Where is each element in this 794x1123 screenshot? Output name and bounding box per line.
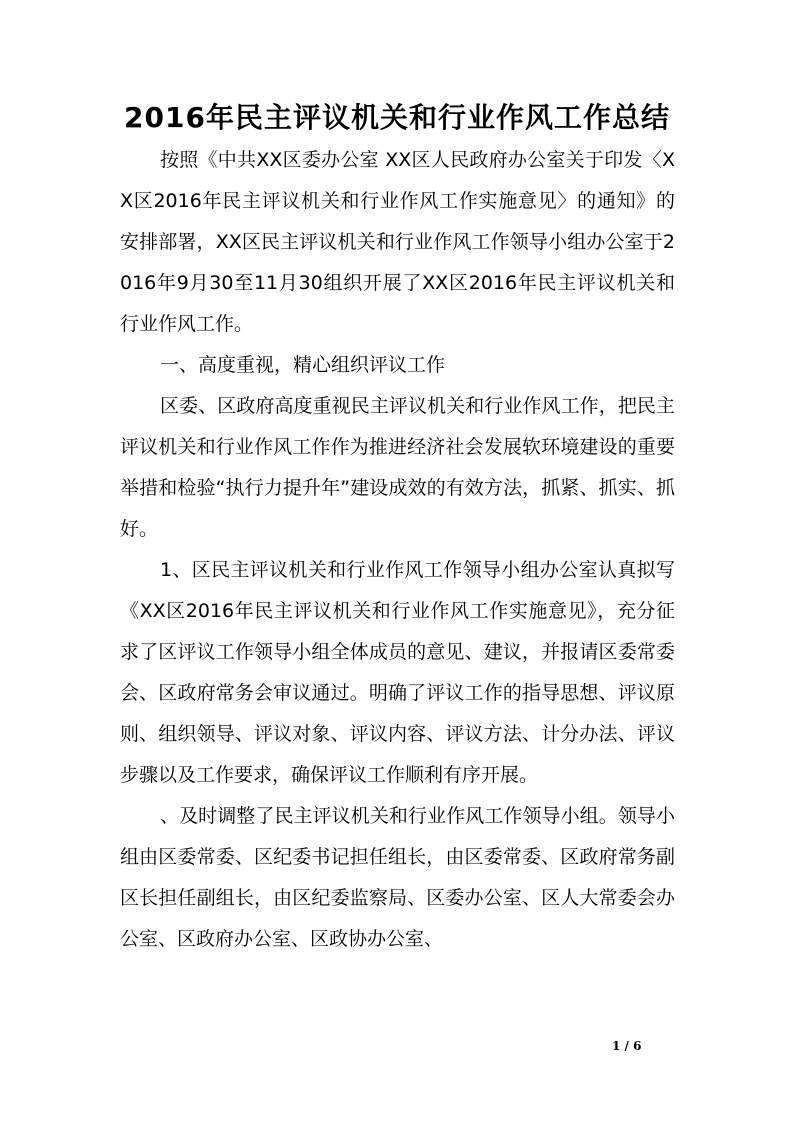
paragraph-item-1: 1、区民主评议机关和行业作风工作领导小组办公室认真拟写《XX区2016年民主评议机关和行业作风工作实施意见》，充分征求了区评议工作领导小组全体成员的意见、建议，并报请区委常委会、区政府常务会审议通过。明确了评议工作的指导思想、评议原则、组织领导、评议对象、评议内容、评议方法、计分办法、评议步骤以及工作要求，确保评议工作顺利有序开展。	[120, 559, 675, 786]
page-number: 1 / 6	[612, 1039, 642, 1053]
paragraph-section-1: 区委、区政府高度重视民主评议机关和行业作风工作，把民主评议机关和行业作风工作作为推进经济社会发展软环境建设的重要举措和检验“执行力提升年”建设成效的有效方法，抓紧、抓实、抓好。	[120, 395, 675, 540]
document-body	[120, 140, 675, 960]
paragraph-item-2: 、及时调整了民主评议机关和行业作风工作领导小组。领导小组由区委常委、区纪委书记担任组长，由区委常委、区政府常务副区长担任副组长，由区纪委监察局、区委办公室、区人大常委会办公室、区政府办公室、区政协办公室、	[120, 805, 675, 950]
document-title: 2016年民主评议机关和行业作风工作总结	[124, 101, 670, 134]
paragraph-intro: 按照《中共XX区委办公室 XX区人民政府办公室关于印发〈XX区2016年民主评议机关和行业作风工作实施意见〉的通知》的安排部署，XX区民主评议机关和行业作风工作领导小组办公室于2016年9月30至11月30组织开展了XX区2016年民主评议机关和行业作风工作。	[120, 149, 675, 335]
section-heading-1: 一、高度重视，精心组织评议工作	[160, 354, 446, 376]
